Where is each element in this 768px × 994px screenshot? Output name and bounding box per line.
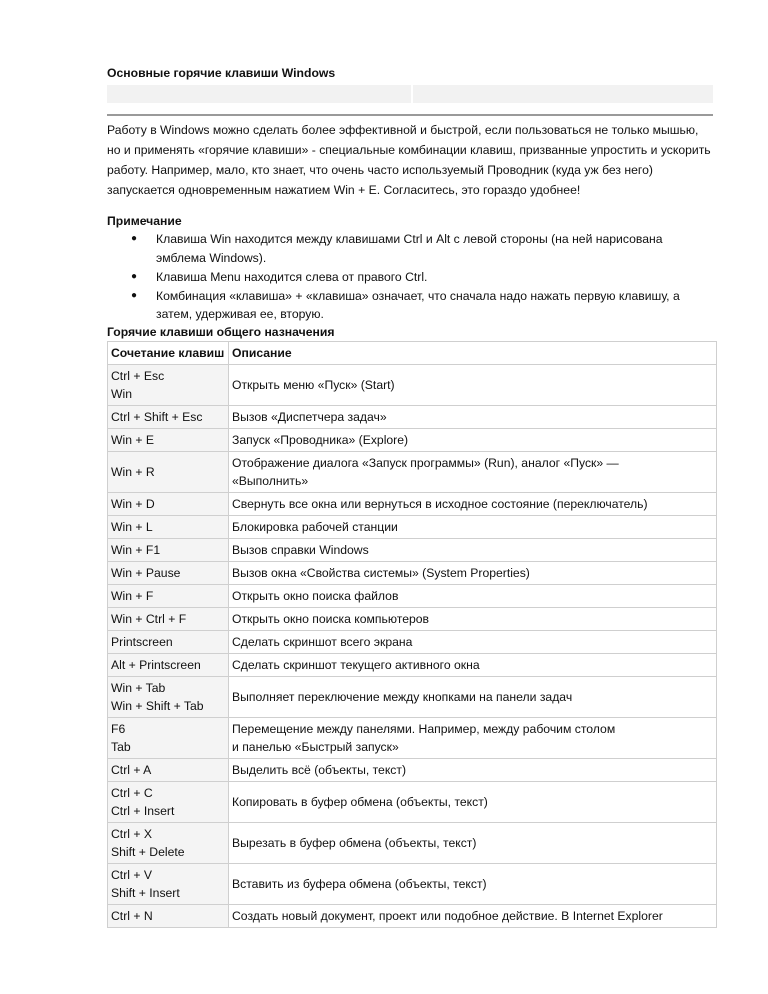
hotkey-cell bbox=[108, 562, 229, 585]
bullet-icon: ● bbox=[131, 233, 138, 244]
hotkey-cell bbox=[108, 365, 229, 406]
hotkey-cell bbox=[108, 677, 229, 718]
hotkey-cell bbox=[108, 516, 229, 539]
description-text: Вставить из буфера обмена (объекты, текст) bbox=[232, 877, 487, 891]
description-cell bbox=[229, 631, 717, 654]
description-text: Свернуть все окна или вернуться в исходное состояние (переключатель) bbox=[232, 497, 648, 511]
table-row bbox=[108, 782, 717, 823]
hotkey-cell bbox=[108, 406, 229, 429]
hotkey-cell bbox=[108, 585, 229, 608]
description-text: Открыть меню «Пуск» (Start) bbox=[232, 378, 395, 392]
hotkey-cell bbox=[108, 823, 229, 864]
description-text: Блокировка рабочей станции bbox=[232, 520, 398, 534]
hotkey-text: Tab bbox=[111, 740, 131, 754]
description-cell bbox=[229, 429, 717, 452]
description-cell bbox=[229, 539, 717, 562]
description-text: Сделать скриншот текущего активного окна bbox=[232, 658, 480, 672]
header-shaded-bar bbox=[107, 85, 713, 103]
hotkey-text: Shift + Insert bbox=[111, 886, 180, 900]
description-text: Выделить всё (объекты, текст) bbox=[232, 763, 407, 777]
description-cell bbox=[229, 718, 717, 759]
hotkey-cell bbox=[108, 654, 229, 677]
hotkey-text: Win + D bbox=[111, 497, 155, 511]
table-row bbox=[108, 516, 717, 539]
note-text: Комбинация «клавиша» + «клавиша» означает, что сначала надо нажать первую клавишу, а затем, удерживая ее, вторую. bbox=[156, 288, 680, 321]
hotkey-text: Win + E bbox=[111, 433, 155, 447]
hotkey-text: Ctrl + Shift + Esc bbox=[111, 410, 203, 424]
description-cell bbox=[229, 864, 717, 905]
note-text: Клавиша Menu находится слева от правого Ctrl. bbox=[156, 269, 428, 284]
hotkey-text: Win + F bbox=[111, 589, 154, 603]
table-row bbox=[108, 654, 717, 677]
description-text: Сделать скриншот всего экрана bbox=[232, 635, 413, 649]
note-heading: Примечание bbox=[107, 214, 182, 228]
description-cell bbox=[229, 677, 717, 718]
description-cell bbox=[229, 759, 717, 782]
note-item bbox=[107, 268, 713, 287]
hotkey-cell bbox=[108, 759, 229, 782]
description-text: Выполняет переключение между кнопками на панели задач bbox=[232, 690, 573, 704]
hotkey-text: Ctrl + X bbox=[111, 827, 152, 841]
hotkey-text: Win + Tab bbox=[111, 681, 166, 695]
hotkey-text: Win bbox=[111, 387, 132, 401]
description-cell bbox=[229, 654, 717, 677]
hotkey-cell bbox=[108, 718, 229, 759]
description-cell bbox=[229, 782, 717, 823]
description-cell bbox=[229, 585, 717, 608]
hotkey-cell bbox=[108, 608, 229, 631]
header-bar-divider bbox=[411, 85, 413, 103]
description-cell bbox=[229, 406, 717, 429]
description-text: Создать новый документ, проект или подобное действие. В Internet Explorer bbox=[232, 909, 663, 923]
description-cell bbox=[229, 452, 717, 493]
section-heading: Горячие клавиши общего назначения bbox=[107, 325, 335, 339]
hotkey-cell bbox=[108, 905, 229, 928]
description-text: Запуск «Проводника» (Explore) bbox=[232, 433, 409, 447]
hotkey-text: Win + Pause bbox=[111, 566, 181, 580]
table-row bbox=[108, 406, 717, 429]
bullet-icon: ● bbox=[131, 270, 138, 282]
table-row bbox=[108, 429, 717, 452]
hotkey-text: Win + Ctrl + F bbox=[111, 612, 187, 626]
hotkey-text: Printscreen bbox=[111, 635, 173, 649]
column-header-keys: Сочетание клавиш bbox=[108, 342, 229, 365]
table-row bbox=[108, 608, 717, 631]
table-row bbox=[108, 631, 717, 654]
hotkey-text: Ctrl + N bbox=[111, 909, 153, 923]
table-row bbox=[108, 864, 717, 905]
hotkey-cell bbox=[108, 452, 229, 493]
description-cell bbox=[229, 493, 717, 516]
table-row bbox=[108, 677, 717, 718]
notes-list bbox=[107, 230, 713, 324]
table-row bbox=[108, 539, 717, 562]
bullet-icon: ● bbox=[131, 289, 138, 301]
description-text: Вырезать в буфер обмена (объекты, текст) bbox=[232, 836, 477, 850]
hotkey-text: Ctrl + A bbox=[111, 763, 152, 777]
description-cell bbox=[229, 905, 717, 928]
hotkey-text: Win + F1 bbox=[111, 543, 161, 557]
hotkey-text: Ctrl + V bbox=[111, 868, 152, 882]
document-title: Основные горячие клавиши Windows bbox=[107, 66, 336, 80]
table-row bbox=[108, 718, 717, 759]
table-row bbox=[108, 905, 717, 928]
hotkey-cell bbox=[108, 864, 229, 905]
hotkey-text: Alt + Printscreen bbox=[111, 658, 201, 672]
description-text: Копировать в буфер обмена (объекты, текст) bbox=[232, 795, 488, 809]
hotkey-cell bbox=[108, 429, 229, 452]
description-text: Открыть окно поиска компьютеров bbox=[232, 612, 429, 626]
note-item bbox=[107, 230, 713, 267]
description-text: Открыть окно поиска файлов bbox=[232, 589, 399, 603]
description-cell bbox=[229, 562, 717, 585]
note-item bbox=[107, 287, 713, 324]
table-row bbox=[108, 365, 717, 406]
hotkey-cell bbox=[108, 493, 229, 516]
description-cell bbox=[229, 823, 717, 864]
intro-paragraph: Работу в Windows можно сделать более эффективной и быстрой, если пользоваться не только мышью, но и применять «горячие клавиши» - специальные комбинации клавиш, призванные упростить и ускорить работу. Например, мало, кто знает, что очень часто используемый Проводник (куда уж без него) запускается одновременным нажатием Win + E. Согласитесь, это гораздо удобнее! bbox=[107, 123, 711, 197]
description-cell bbox=[229, 608, 717, 631]
description-text: Вызов окна «Свойства системы» (System Properties) bbox=[232, 566, 530, 580]
hotkey-text: F6 bbox=[111, 722, 126, 736]
table-row bbox=[108, 493, 717, 516]
hotkey-text: Ctrl + C bbox=[111, 786, 153, 800]
description-cell bbox=[229, 365, 717, 406]
table-row bbox=[108, 823, 717, 864]
table-header-row bbox=[108, 342, 717, 365]
description-text: Перемещение между панелями. Например, между рабочим столом bbox=[232, 722, 616, 736]
note-text: Клавиша Win находится между клавишами Ctrl и Alt с левой стороны (на ней нарисована эмблема Windows). bbox=[156, 232, 663, 265]
description-text: Отображение диалога «Запуск программы» (Run), аналог «Пуск» — bbox=[232, 456, 619, 470]
column-header-description: Описание bbox=[229, 342, 717, 365]
hotkey-text: Win + R bbox=[111, 465, 155, 479]
hotkey-text: Ctrl + Insert bbox=[111, 804, 175, 818]
hotkey-text: Win + Shift + Tab bbox=[111, 699, 204, 713]
table-row bbox=[108, 562, 717, 585]
hotkey-cell bbox=[108, 539, 229, 562]
hotkeys-table-body bbox=[108, 365, 717, 928]
hotkey-text: Shift + Delete bbox=[111, 845, 185, 859]
hotkey-cell bbox=[108, 782, 229, 823]
table-row bbox=[108, 759, 717, 782]
description-text: Вызов справки Windows bbox=[232, 543, 369, 557]
description-text: Вызов «Диспетчера задач» bbox=[232, 410, 387, 424]
table-row bbox=[108, 585, 717, 608]
horizontal-rule bbox=[107, 114, 713, 116]
description-text: и панелью «Быстрый запуск» bbox=[232, 740, 399, 754]
hotkey-text: Ctrl + Esc bbox=[111, 369, 165, 383]
description-cell bbox=[229, 516, 717, 539]
description-text: «Выполнить» bbox=[232, 474, 309, 488]
hotkeys-table bbox=[107, 341, 717, 928]
hotkey-cell bbox=[108, 631, 229, 654]
hotkey-text: Win + L bbox=[111, 520, 153, 534]
table-row bbox=[108, 452, 717, 493]
